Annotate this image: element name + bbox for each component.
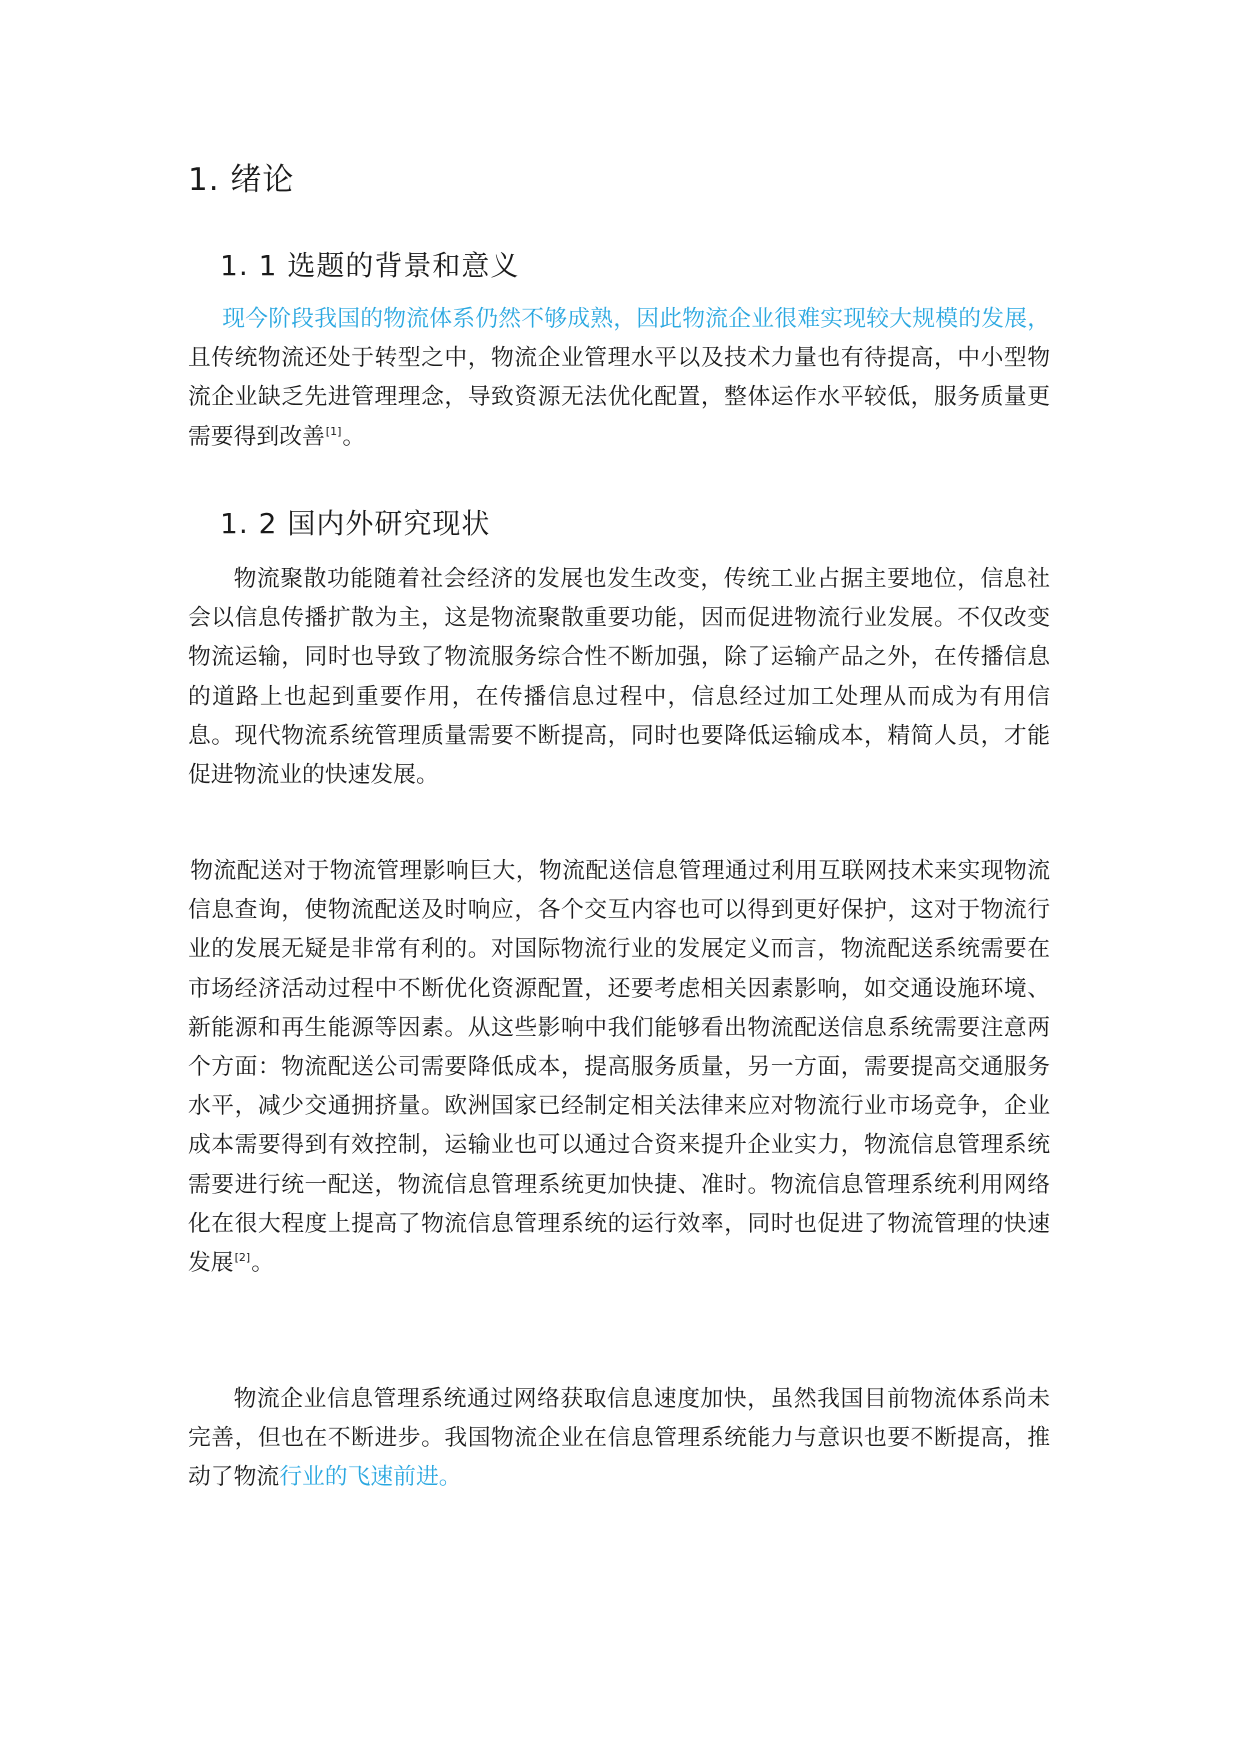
paragraph-text: 物流配送对于物流管理影响巨大，物流配送信息管理通过利用互联网技术来实现物流信息查询，使物流配送及时响应，各个交互内容也可以得到更好保护，这对于物流行业的发展无疑是非常有利的。对国际物流行业的发展定义而言，物流配送系统需要在市场经济活动过程中不断优化资源配置，还要考虑相关因素影响，如交通设施环境、新能源和再生能源等因素。从这些影响中我们能够看出物流配送信息系统需要注意两个方面：物流配送公司需要降低成本，提高服务质量，另一方面，需要提高交通服务水平，减少交通拥挤量。欧洲国家已经制定相关法律来应对物流行业市场竞争，企业成本需要得到有效控制，运输业也可以通过合资来提升企业实力，物流信息管理系统需要进行统一配送，物流信息管理系统更加快捷、准时。物流信息管理系统利用网络化在很大程度上提高了物流信息管理系统的运行效率，同时也促进了物流管理的快速发展 — [188, 858, 1050, 1277]
paragraph-end: 。 — [251, 1250, 274, 1277]
paragraph-end: 。 — [342, 423, 366, 450]
paragraph-logistics-distribution — [188, 852, 1050, 1286]
paragraph-background — [188, 300, 1050, 460]
highlighted-text: 现今阶段我国的物流体系仍然不够成熟，因此物流企业很难实现较大规模的发展， — [222, 306, 1050, 332]
chapter-heading: 1. 绪论 — [188, 162, 295, 198]
paragraph-info-system — [188, 1380, 1050, 1498]
citation-marker[interactable]: [1] — [325, 424, 342, 438]
paragraph-logistics-function: 物流聚散功能随着社会经济的发展也发生改变，传统工业占据主要地位，信息社会以信息传播扩散为主，这是物流聚散重要功能，因而促进物流行业发展。不仅改变物流运输，同时也导致了物流服务综合性不断加强，除了运输产品之外，在传播信息的道路上也起到重要作用，在传播信息过程中，信息经过加工处理从而成为有用信息。现代物流系统管理质量需要不断提高，同时也要降低运输成本，精简人员，才能促进物流业的快速发展。 — [188, 566, 1050, 789]
section-heading-research-status: 1. 2 国内外研究现状 — [220, 507, 491, 540]
highlighted-text: 行业的飞速前进。 — [279, 1464, 462, 1491]
paragraph-text: 且传统物流还处于转型之中，物流企业管理水平以及技术力量也有待提高，中小型物流企业缺乏先进管理理念，导致资源无法优化配置，整体运作水平较低，服务质量更需要得到改善 — [188, 345, 1050, 450]
paragraph-text: 物流企业信息管理系统通过网络获取信息速度加快，虽然我国目前物流体系尚未完善，但也在不断进步。我国物流企业在信息管理系统能力与意识也要不断提高，推动了物流 — [188, 1386, 1050, 1491]
citation-marker[interactable]: [2] — [234, 1251, 251, 1265]
section-heading-background: 1. 1 选题的背景和意义 — [220, 249, 520, 282]
